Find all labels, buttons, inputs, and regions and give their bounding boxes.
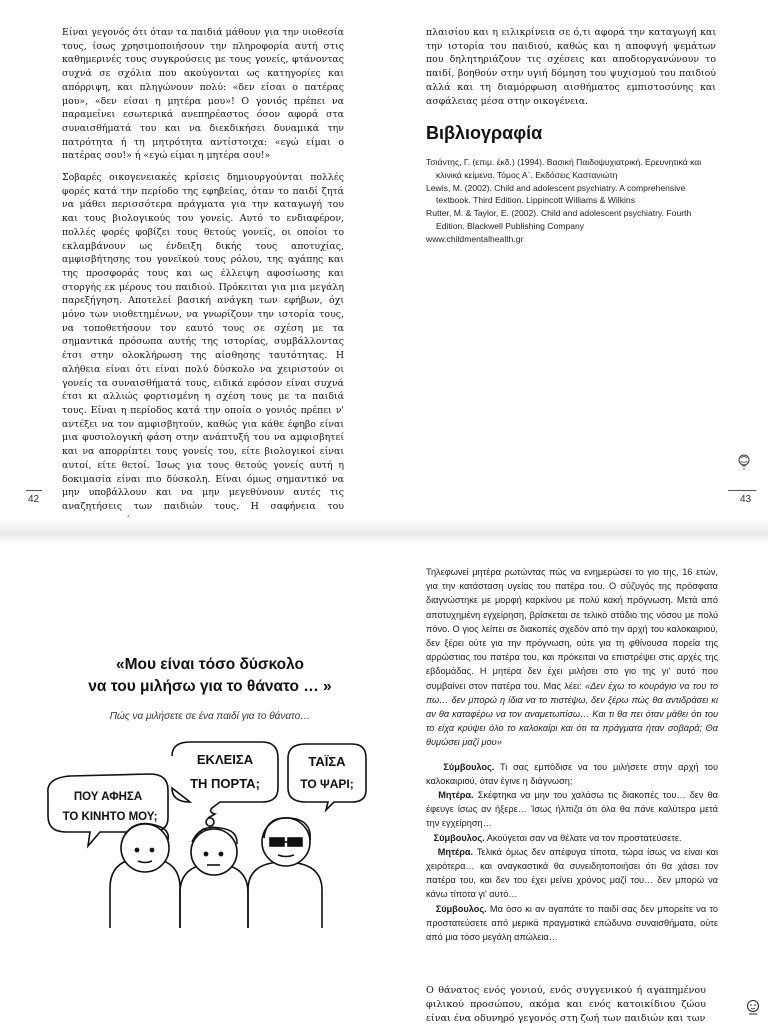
closing-paragraph: Ο θάνατος ενός γονιού, ενός συγγενικού ή αγαπημένου φιλικού προσώπου, ακόμα και ενός κατοικίδιου ζώου είναι ένα οδυνηρό γεγονός στη ζωή των παιδιών και των [426,985,706,1024]
chapter-title-line-2: να του μιλήσω για το θάνατο … » [88,678,332,695]
page-42-text [62,26,344,527]
dialogue-text: Τελικά όμως δεν απέφυγα τίποτα, τώρα ίσως να είναι και χειρότερα… και αναγκαστικά θα συνειδητοποιήσει ότι θα χάσει τον πατέρα του, και δεν του έχει μείνει χρόνος μαζί του… δεν μπορώ να κάνω τίποτα γι' αυτό… [426,846,718,900]
dialogue-text: Ακούγεται σαν να θέλατε να τον προστατεύσετε. [486,832,682,843]
cartoon-illustration [40,738,370,928]
case-study-text [426,565,718,944]
page-42-number-rule [26,490,42,491]
dialogue-text: Μα όσο κι αν αγαπάτε το παιδί σας δεν μπορείτε να το προστατεύσετε από μερικά πραγματικά επώδυνα συναισθήματα, ούτε από μια τόσο μεγάλη απώλεια… [426,903,718,943]
bibliography-entry: Τσιάντης, Γ. (επιμ. έκδ.) (1994). Βασική Παιδοψυχιατρική. Ερευνητικά και κλινικά κείμενα. Τόμος Α΄. Εκδόσεις Καστανιώτη [426,157,702,180]
spread-divider [0,518,768,544]
closing-paragraph-block [426,984,706,1026]
chapter-title [60,654,360,698]
bibliography-list [426,156,716,246]
bibliography-entry: Rutter, M. & Taylor, E. (2002). Child and adolescent psychiatry. Fourth Edition. Blackwell Publishing Company [426,208,692,231]
dialogue-line [426,902,718,945]
dialogue-text: Τι σας εμπόδισε να του μιλήσετε στην αρχή του καλοκαιριού, όταν έγινε η διάγνωση; [426,761,718,786]
dialogue-speaker: Σύμβουλος. [443,761,495,772]
case-intro-text: Τηλεφωνεί μητέρα ρωτώντας πώς να ενημερώσει το γιο της, 16 ετών, για την κατάσταση υγείας του πατέρα του. Ο σύζυγός της πρόσφατα διαγνώστηκε με μορφή καρκίνου με πολύ κακή πρόγνωση. Μετά από αποτυχημένη εγχείρηση, βρίσκεται σε τελικό στάδιο της νόσου με πολύ πόνο. Ο γιος λείπει σε διακοπές σχεδόν από την αρχή του καλοκαιριού, δεν ξέρει ούτε για την πρόγνωση, ούτε για τη φθίνουσα πορεία της αρρώστιας του πατέρα του, και πρόκειται να επιστρέψει στις αρχές της εβδομάδας. Η μητέρα δεν έχει μιλήσει στο γιο της γι' αυτό που συμβαίνει στον πατέρα του. Μας λέει: [426,567,718,691]
bubble-right-line-1: ΤΑΪΣΑ [308,754,346,769]
page-43-number: 43 [740,494,752,505]
dialogue-line [426,831,718,845]
bubble-left-line-2: ΤΟ ΚΙΝΗΤΟ ΜΟΥ; [62,811,158,823]
dialogue-speaker: Μητέρα. [438,790,474,801]
bubble-left-line-1: ΠΟΥ ΑΦΗΣΑ [73,791,143,803]
bubble-right-line-2: ΤΟ ΨΑΡΙ; [300,777,354,791]
bubble-middle-line-2: ΤΗ ΠΟΡΤΑ; [190,776,260,791]
bubble-middle-line-1: ΕΚΛΕΙΣΑ [196,752,254,767]
bibliography-link: www.childmentalhealth.gr [426,233,524,244]
case-intro [426,565,718,750]
dialogue-line [426,760,718,788]
page-42 [0,0,384,520]
dialogue-speaker: Σύμβουλος. [435,903,487,914]
page-42-paragraph-1: Είναι γεγονός ότι όταν τα παιδιά μάθουν για την υιοθεσία τους, ίσως χρησιμοποιήσουν την πληροφορία αυτή στις καθημερινές τους συγκρούσεις με τους γονείς, φτάνοντας συχνά σε σχόλια που ακούγονται ως κατηγορίες και απόρριψη, και πληγώνουν πολύ: «δεν είσαι ο πατέρας μου», «δεν είσαι η μητέρα μου»! Ο γονιός πρέπει να παραμείνει εσωτερικά ανεπηρέαστος όσον αφορά στα συναισθήματά του και να διεκδικήσει δυναμικά την πατρότητα ή τη μητρότητα αντίστοιχα: «εγώ είμαι ο πατέρας σου!» ή «εγώ είμαι η μητέρα σου!» [62,27,344,162]
spacer [426,750,718,760]
chapter-subtitle: Πώς να μιλήσετε σε ένα παιδί για το θάνατο… [109,711,311,722]
face-ornament-icon [746,998,760,1018]
dialogue-line [426,788,718,831]
dialogue-line [426,845,718,902]
page-42-paragraph-2: Σοβαρές οικογενειακές κρίσεις δημιουργούνται πολλές φορές κατά την περίοδο της εφηβείας, όταν το παιδί ζητά να μάθει περισσότερα πράγματα για την καταγωγή του και τους βιολογικούς του γονείς. Αυτό το ενδιαφέρον, πολλές φορές φοβίζει τους θετούς γονείς, οι οποίοι το εκλαμβάνουν ως ένδειξη δικής τους αποτυχίας, αμφισβήτησης του γονεϊκού τους ρόλου, της αγάπης και της προσφοράς τους και ως έλλειψη αφοσίωσης και στοργής εκ μέρους του παιδιού. Πρόκειται για μια μεγάλη παρεξήγηση. Αποτελεί βασική ανάγκη των εφήβων, όχι μόνο των υιοθετημένων, να γνωρίζουν την ιστορία τους, να τοποθετήσουν τον εαυτό τους σε σχέση με τα σημαντικά πρόσωπα αυτής της ιστορίας, συμβάλλοντας έτσι στην ολοκλήρωση της αίσθησης ταυτότητας. Η αλήθεια είναι ότι είναι πολύ δύσκολο να χειριστούν οι γονείς τα συναισθήματά τους, ειδικά εφόσον είναι συχνά έτσι κι αλλιώς φορτισμένη η σχέση τους με τα παιδιά τους. Είναι η περίοδος κατά την οποία ο γονιός πρέπει ν' αντέξει να τον αμφισβητούν, καθώς για κάθε έφηβο είναι μια φυσιολογική φάση στην ανάπτυξή του να αμφισβητεί και να απορρίπτει τους γονείς του, είτε βιολογικοί είναι αυτοί, είτε θετοί. Ίσως για τους θετούς γονείς αυτή η δοκιμασία είναι πιο δύσκολη. Είναι όμως σημαντικό να μην υποβάλλουν και να μην μεγεθύνουν αυτές τις αναζητήσεις των παιδιών τους. Η σαφήνεια του [62,172,344,512]
page-43-text [426,26,716,108]
ornament-icon [737,452,751,472]
page-42-number: 42 [28,494,40,505]
dialogue-speaker: Μητέρα. [437,846,474,857]
chapter-title-line-1: «Μου είναι τόσο δύσκολο [115,656,305,673]
page-43-paragraph-1: πλαισίου και η ειλικρίνεια σε ό,τι αφορά την καταγωγή και την ιστορία του παιδιού, καθώς και η αποφυγή ψεμάτων που δηλητηριάζουν τις σχέσεις και αποδιοργανώνουν το παιδί, βοηθούν στην υγιή δόμηση του ψυχισμού του παιδιού αλλά και τη διαμόρφωση αισθήματος εμπιστοσύνης και ασφάλειας μέσα στην οικογένεια. [426,27,716,107]
mother-quote: «Δεν έχω το κουράγιο να του το πω… δεν μπορώ η ίδια να το πιστέψω, δεν ξέρω πώς θα αντιδράσει κι αν θα καταφέρω να τον αναμετωπίσω… Και τι θα πει όταν μάθει ότι του το είχα κρύψει όλο το καλοκαίρι και ότι τα πράγματα ήταν σοβαρά; Θα θυμώσει μαζί μου» [426,680,718,748]
dialogue-speaker: Σύμβουλος. [433,832,485,843]
bibliography-entry: Lewis, M. (2002). Child and adolescent psychiatry. A comprehensive textbook. Third Edition. Lippincott Williams & Wilkins [426,182,686,206]
page-43-number-rule [728,490,756,491]
dialogue-text: Σκέφτηκα να μην του χαλάσω τις διακοπές του… δεν θα έφευγε ίσως αν ήξερε… Ίσως ήλπιζα ότι όλα θα πάνε καλύτερα μετά την εγχείρηση… [426,790,718,829]
bibliography-heading: Βιβλιογραφία [426,123,543,143]
